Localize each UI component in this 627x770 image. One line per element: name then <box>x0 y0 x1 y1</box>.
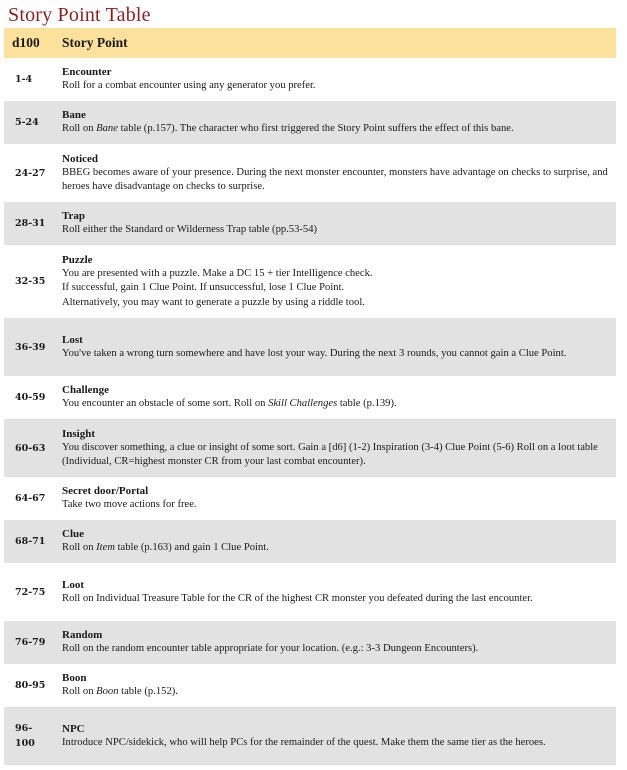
story-point-name: NPC <box>62 722 85 735</box>
story-point-desc: You've taken a wrong turn somewhere and have lost your way. During the next 3 rounds, you cannot gain a Clue Point. <box>62 347 567 359</box>
roll-range: 96- 100 <box>15 723 35 749</box>
story-point-desc: Roll either the Standard or Wilderness Trap table (pp.53-54) <box>62 224 318 236</box>
roll-range: 68-71 <box>15 536 46 547</box>
roll-range: 64-67 <box>15 493 46 504</box>
story-point-desc: Introduce NPC/sidekick, who will help PCs for the remainder of the quest. Make them the same tier as the heroes. <box>62 736 546 748</box>
story-point-desc: You encounter an obstacle of some sort. Roll on Skill Challenges table (p.139). <box>62 398 397 410</box>
table-row <box>4 58 616 101</box>
story-point-desc: Roll on Bane table (p.157). The character who first triggered the Story Point suffers the effect of this bane. <box>62 123 514 135</box>
table-row <box>4 520 616 563</box>
story-point-desc-line: Alternatively, you may want to generate a puzzle by using a riddle tool. <box>62 296 365 308</box>
table-row <box>4 621 616 664</box>
roll-range: 24-27 <box>15 167 46 179</box>
roll-range: 28-31 <box>15 218 46 229</box>
story-point-name: Boon <box>62 672 87 685</box>
story-point-desc: Roll on Boon table (p.152). <box>62 686 178 698</box>
table-row <box>4 144 616 202</box>
story-point-desc: Roll on Item table (p.163) and gain 1 Clue Point. <box>62 542 269 554</box>
story-point-name: Challenge <box>62 384 110 397</box>
story-point-desc-line: You are presented with a puzzle. Make a DC 15 + tier Intelligence check. <box>62 267 373 279</box>
roll-range: 5-24 <box>15 117 39 128</box>
table-row <box>4 664 616 707</box>
header-story-point: Story Point <box>62 35 128 50</box>
story-point-name: Lost <box>62 333 83 346</box>
table-row <box>4 563 616 621</box>
story-point-name: Loot <box>62 578 84 591</box>
table-row <box>4 318 616 376</box>
story-point-desc: Roll for a combat encounter using any generator you prefer. <box>62 80 316 92</box>
story-point-name: Clue <box>62 528 84 541</box>
roll-range: 72-75 <box>15 586 46 598</box>
table-row <box>4 477 616 520</box>
story-point-desc: BBEG becomes aware of your presence. During the next monster encounter, monsters have advantage on checks to surprise, and heroes have disadvantage on checks to surprise. <box>62 166 608 192</box>
table-row <box>4 419 616 477</box>
story-point-name: Insight <box>62 427 96 440</box>
story-point-name: Bane <box>62 109 86 122</box>
roll-range: 80-95 <box>15 680 46 691</box>
story-point-name: Puzzle <box>62 253 93 266</box>
table-row <box>4 707 616 765</box>
story-point-table <box>4 28 616 765</box>
table-row <box>4 245 616 318</box>
story-point-desc: Take two move actions for free. <box>62 499 197 511</box>
story-point-name: Trap <box>62 210 86 223</box>
table-row <box>4 101 616 144</box>
story-point-desc: Roll on the random encounter table appropriate for your location. (e.g.: 3-3 Dungeon Encounters). <box>62 643 479 655</box>
table-row <box>4 202 616 245</box>
story-point-desc: Roll on Individual Treasure Table for the CR of the highest CR monster you defeated during the last encounter. <box>62 592 533 604</box>
story-point-name: Random <box>62 629 103 642</box>
header-d100: d100 <box>12 35 40 50</box>
story-point-name: Secret door/Portal <box>62 485 149 498</box>
table-header-row <box>4 28 616 58</box>
roll-range: 76-79 <box>15 637 46 648</box>
roll-range: 1-4 <box>15 74 33 85</box>
story-point-name: Noticed <box>62 152 99 165</box>
story-point-desc-line: If successful, gain 1 Clue Point. If unsuccessful, lose 1 Clue Point. <box>62 282 345 294</box>
roll-range: 36-39 <box>15 341 46 353</box>
roll-range: 32-35 <box>15 276 46 287</box>
story-point-desc: You discover something, a clue or insight of some sort. Gain a [d6] (1-2) Inspiration (3-4) Clue Point (5-6) Roll on a loot table (Individual, CR=highest monster CR from your last combat encounter). <box>62 441 598 467</box>
story-point-name: Encounter <box>62 66 112 79</box>
roll-range: 60-63 <box>15 442 46 454</box>
page-title: Story Point Table <box>8 4 151 26</box>
roll-range: 40-59 <box>15 392 46 403</box>
table-row <box>4 376 616 419</box>
